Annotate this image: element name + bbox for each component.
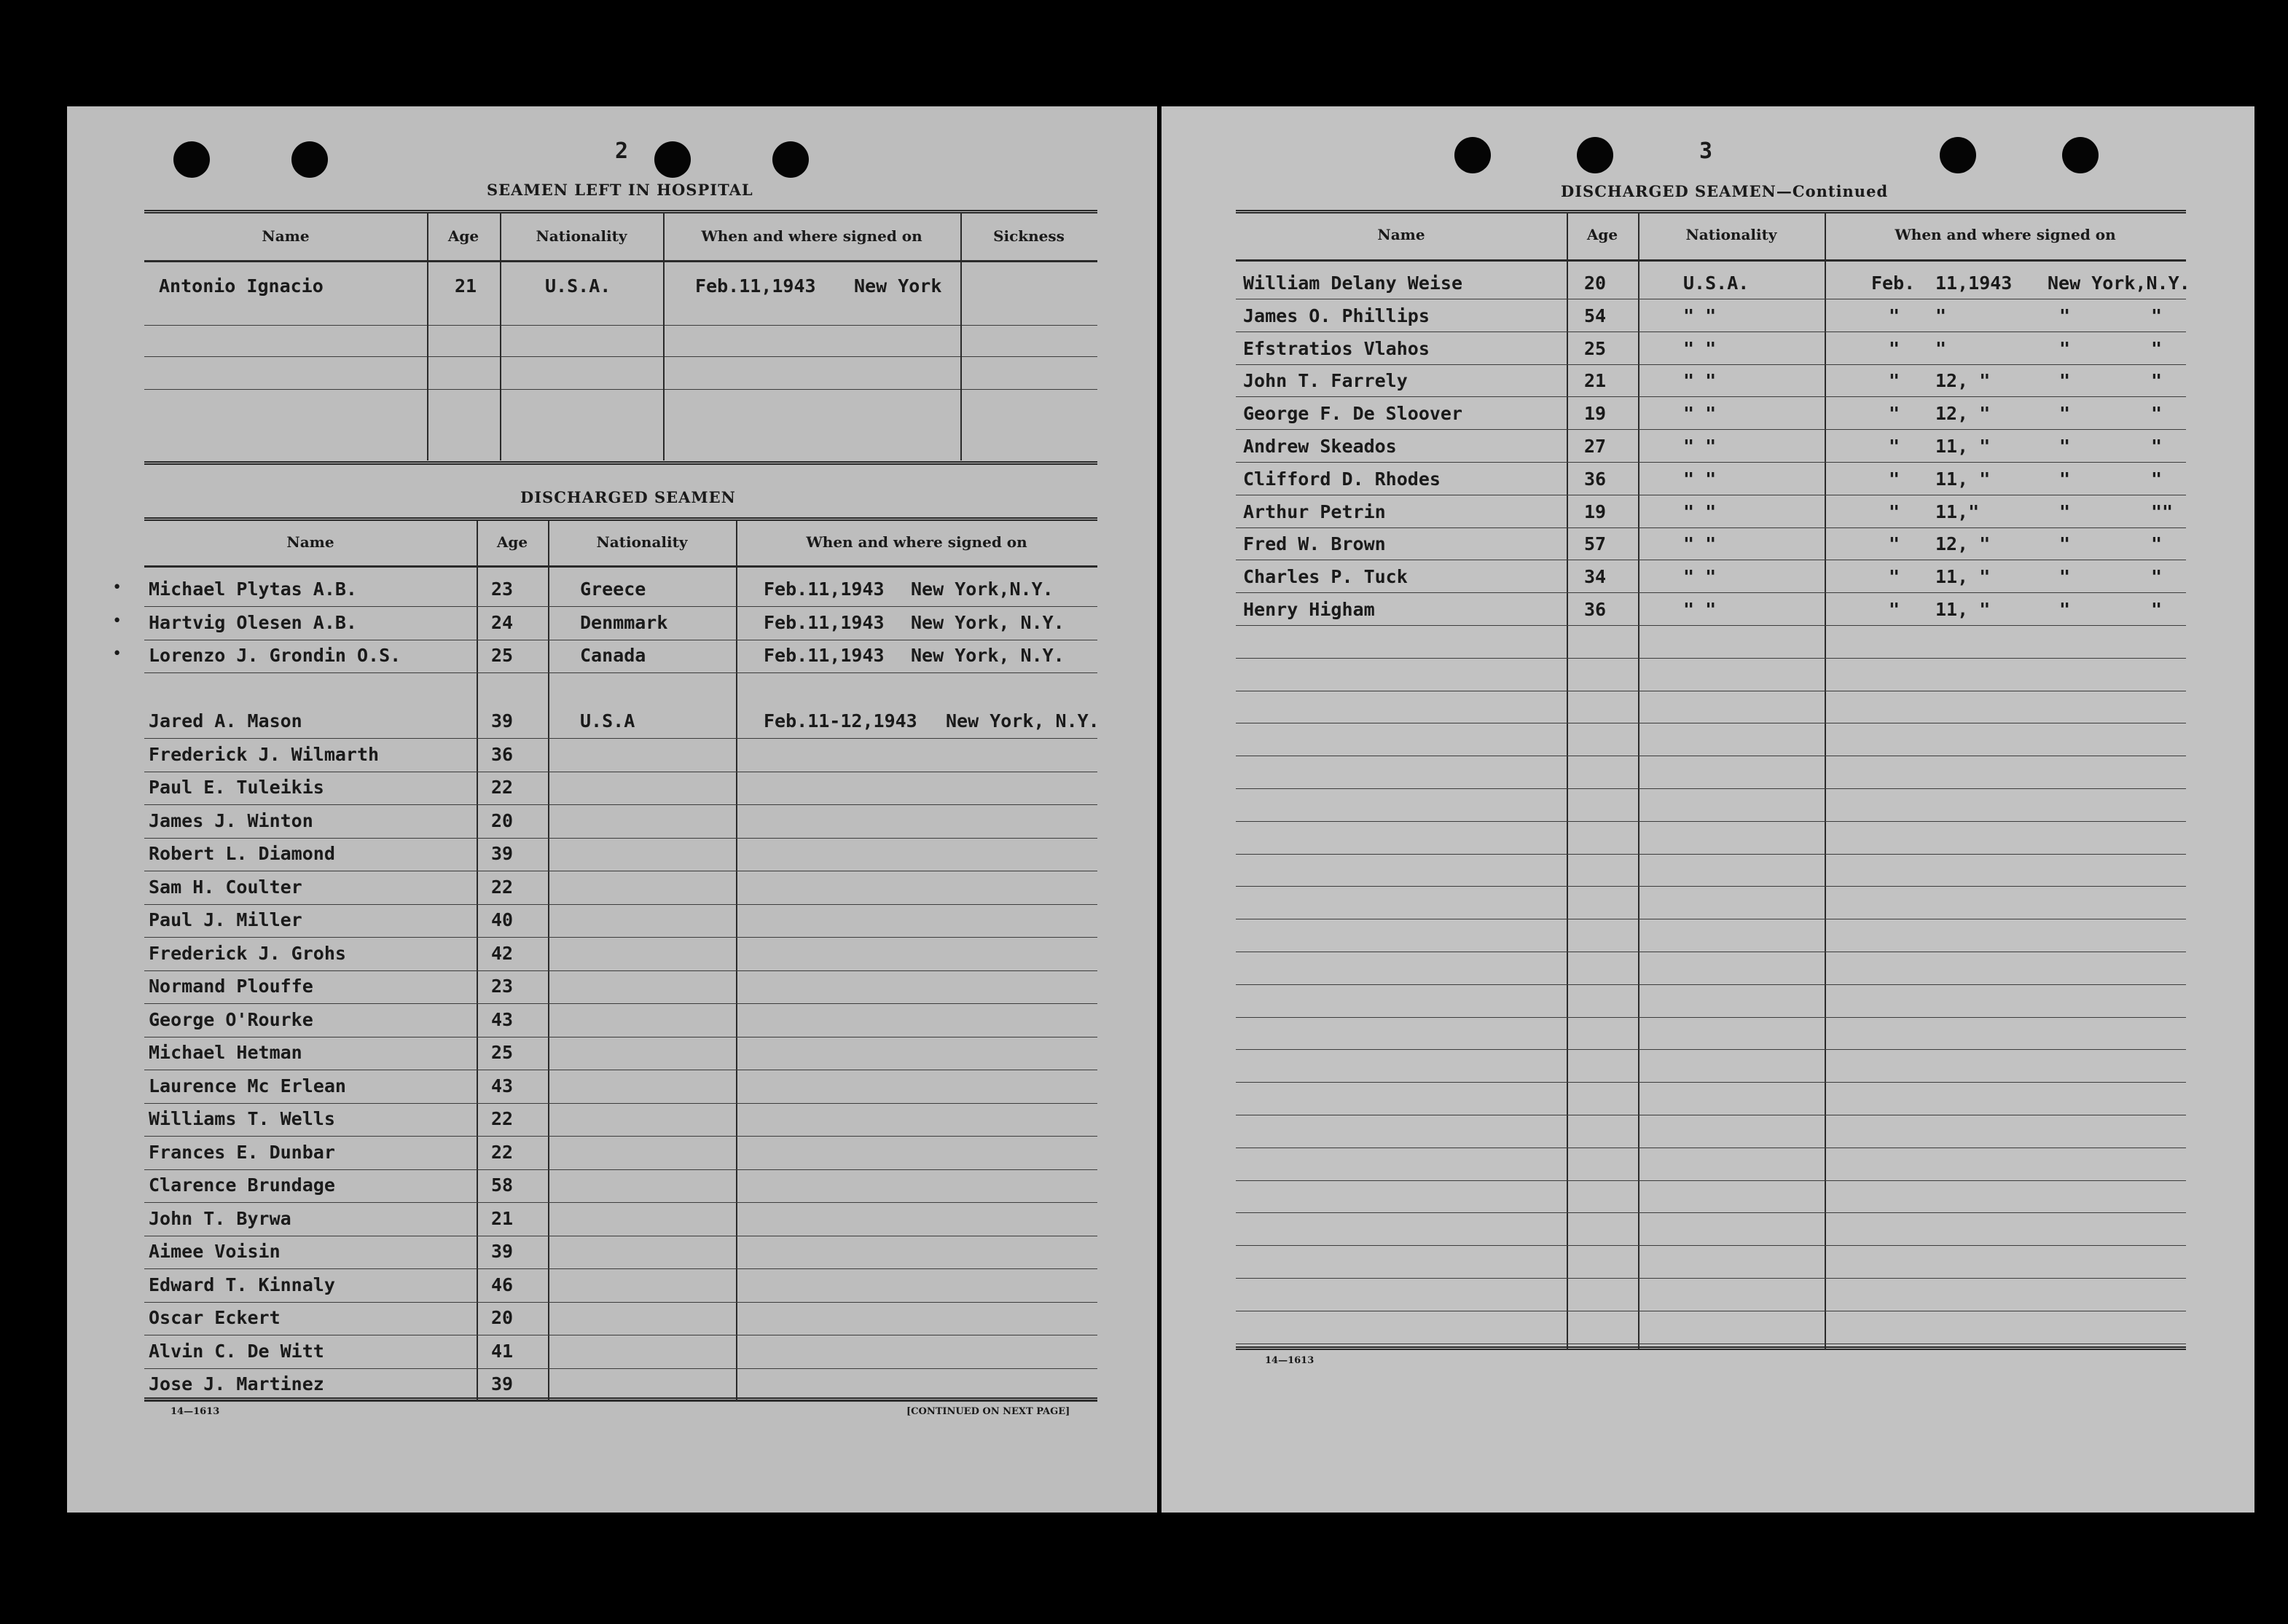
signed-city: " <box>2059 599 2071 620</box>
col-header-age: Age <box>496 533 528 551</box>
row-rule <box>1236 1049 2186 1050</box>
row-rule <box>1236 658 2186 659</box>
form-number: 14—1613 <box>1265 1355 1315 1366</box>
signed-state: " <box>2151 436 2163 457</box>
left-page <box>67 106 1157 1513</box>
seaman-nationality: " " <box>1683 468 1717 490</box>
signed-state: " <box>2151 403 2163 425</box>
seaman-nationality: U.S.A <box>580 710 635 731</box>
seaman-nationality: U.S.A. <box>1683 272 1750 294</box>
continued-note: [CONTINUED ON NEXT PAGE] <box>906 1406 1070 1417</box>
seaman-name: Lorenzo J. Grondin O.S. <box>149 645 401 666</box>
form-number: 14—1613 <box>171 1406 220 1417</box>
row-rule <box>144 1136 1097 1137</box>
col-header-sickness: Sickness <box>993 227 1065 245</box>
col-divider <box>960 213 962 460</box>
row-rule <box>1236 1212 2186 1213</box>
punch-hole <box>1577 137 1613 173</box>
seaman-name: Sam H. Coulter <box>149 876 302 898</box>
punch-hole <box>2062 137 2099 173</box>
seaman-age: 19 <box>1584 403 1607 425</box>
seaman-name: Michael Hetman <box>149 1042 302 1063</box>
col-divider <box>663 213 665 460</box>
seaman-age: 36 <box>1584 468 1607 490</box>
hospital-date: Feb.11,1943 <box>695 275 816 297</box>
row-rule <box>1236 1082 2186 1083</box>
seaman-nationality: Greece <box>580 578 646 600</box>
row-rule <box>1236 1245 2186 1246</box>
seaman-age: 57 <box>1584 533 1607 555</box>
row-rule <box>1236 821 2186 822</box>
signed-month: " <box>1889 305 1900 326</box>
signed-month: " <box>1889 370 1900 392</box>
punch-hole <box>772 141 809 178</box>
signed-state: " <box>2151 337 2163 359</box>
row-rule <box>144 970 1097 971</box>
col-divider <box>1567 213 1568 1349</box>
row-rule <box>144 804 1097 805</box>
seaman-age: 54 <box>1584 305 1607 326</box>
signed-day: 11, " <box>1935 566 1991 588</box>
seaman-name: Frederick J. Grohs <box>149 942 346 964</box>
signed-day: 11, " <box>1935 436 1991 457</box>
seaman-age: 46 <box>491 1274 514 1295</box>
signed-day: 11," <box>1935 501 1980 522</box>
seaman-signed-place: New York, N.Y. <box>946 710 1100 731</box>
seaman-nationality: " " <box>1683 337 1717 359</box>
signed-state: " <box>2151 533 2163 555</box>
seaman-name: William Delany Weise <box>1243 272 1463 294</box>
col-divider <box>500 213 501 460</box>
signed-day: " <box>1935 305 1947 326</box>
seaman-nationality: " " <box>1683 305 1717 326</box>
seaman-name: Jared A. Mason <box>149 710 302 731</box>
seaman-name: Aimee Voisin <box>149 1241 281 1262</box>
signed-city: " <box>2059 305 2071 326</box>
seaman-age: 43 <box>491 1075 514 1097</box>
row-rule <box>144 606 1097 607</box>
seaman-nationality: Denmmark <box>580 611 668 633</box>
col-divider <box>477 520 478 1402</box>
col-divider <box>427 213 428 460</box>
seaman-name: Efstratios Vlahos <box>1243 337 1430 359</box>
col-divider <box>1638 213 1639 1349</box>
seaman-age: 39 <box>491 1373 514 1394</box>
seaman-age: 22 <box>491 1141 514 1163</box>
seaman-nationality: Canada <box>580 645 646 666</box>
row-rule <box>1236 788 2186 789</box>
col-header-age: Age <box>447 227 479 245</box>
row-bullet: • <box>112 645 122 663</box>
rule <box>144 565 1097 568</box>
seaman-name: Jose J. Martinez <box>149 1373 324 1394</box>
rule <box>1236 259 2186 262</box>
seaman-name: James J. Winton <box>149 809 313 831</box>
seaman-age: 23 <box>491 578 514 600</box>
row-rule <box>1236 429 2186 430</box>
col-header-signed-on: When and where signed on <box>806 533 1027 551</box>
row-bullet: • <box>112 611 122 630</box>
seaman-name: Paul E. Tuleikis <box>149 777 324 798</box>
signed-day: 12, " <box>1935 533 1991 555</box>
seaman-name: Michael Plytas A.B. <box>149 578 357 600</box>
seaman-age: 39 <box>491 843 514 864</box>
row-rule <box>144 1103 1097 1104</box>
col-header-name: Name <box>262 227 310 245</box>
row-rule <box>144 1268 1097 1269</box>
seaman-signed-date: Feb.11,1943 <box>764 578 885 600</box>
seaman-age: 24 <box>491 611 514 633</box>
rule <box>144 389 1097 390</box>
row-rule <box>1236 984 2186 985</box>
signed-day: " <box>1935 337 1947 359</box>
signed-city: New York,N.Y. <box>2048 272 2190 294</box>
row-rule <box>1236 527 2186 528</box>
seaman-name: Fred W. Brown <box>1243 533 1386 555</box>
col-divider <box>736 520 737 1402</box>
signed-city: " <box>2059 403 2071 425</box>
seaman-name: Frances E. Dunbar <box>149 1141 335 1163</box>
col-header-nationality: Nationality <box>536 227 627 245</box>
seaman-name: James O. Phillips <box>1243 305 1430 326</box>
row-rule <box>1236 592 2186 593</box>
seaman-age: 20 <box>491 809 514 831</box>
seaman-age: 42 <box>491 942 514 964</box>
page-number: 2 <box>615 138 629 164</box>
seaman-age: 23 <box>491 976 514 997</box>
signed-month: " <box>1889 468 1900 490</box>
seaman-signed-date: Feb.11-12,1943 <box>764 710 917 731</box>
seaman-name: Robert L. Diamond <box>149 843 335 864</box>
signed-state: " <box>2151 599 2163 620</box>
signed-day: 11, " <box>1935 468 1991 490</box>
hospital-place: New York <box>854 275 942 297</box>
seaman-nationality: " " <box>1683 599 1717 620</box>
seaman-age: 22 <box>491 876 514 898</box>
hospital-nationality: U.S.A. <box>545 275 611 297</box>
col-header-name: Name <box>1377 226 1425 243</box>
row-rule <box>1236 396 2186 397</box>
row-rule <box>144 1202 1097 1203</box>
seaman-name: Charles P. Tuck <box>1243 566 1408 588</box>
row-rule <box>1236 364 2186 365</box>
seaman-age: 43 <box>491 1008 514 1030</box>
signed-city: " <box>2059 533 2071 555</box>
seaman-age: 25 <box>491 645 514 666</box>
discharged-title: DISCHARGED SEAMEN <box>520 488 736 506</box>
seaman-age: 36 <box>1584 599 1607 620</box>
row-rule <box>144 672 1097 673</box>
signed-day: 12, " <box>1935 403 1991 425</box>
punch-hole <box>1940 137 1976 173</box>
seaman-age: 36 <box>491 743 514 765</box>
row-bullet: • <box>112 578 122 597</box>
punch-hole <box>1454 137 1491 173</box>
signed-day: 11, " <box>1935 599 1991 620</box>
col-header-nationality: Nationality <box>596 533 688 551</box>
seaman-name: John T. Farrely <box>1243 370 1408 392</box>
signed-state: "" <box>2151 501 2174 522</box>
seaman-age: 22 <box>491 1108 514 1129</box>
col-header-nationality: Nationality <box>1685 226 1777 243</box>
signed-month: " <box>1889 337 1900 359</box>
row-rule <box>1236 1017 2186 1018</box>
seaman-age: 34 <box>1584 566 1607 588</box>
signed-city: " <box>2059 337 2071 359</box>
signed-month: " <box>1889 436 1900 457</box>
rule <box>144 517 1097 522</box>
seaman-nationality: " " <box>1683 436 1717 457</box>
signed-city: " <box>2059 566 2071 588</box>
signed-month: " <box>1889 533 1900 555</box>
seaman-name: Paul J. Miller <box>149 909 302 930</box>
signed-month: " <box>1889 566 1900 588</box>
seaman-name: Edward T. Kinnaly <box>149 1274 335 1295</box>
row-rule <box>1236 1343 2186 1344</box>
row-rule <box>1236 462 2186 463</box>
seaman-name: John T. Byrwa <box>149 1207 291 1229</box>
seaman-name: Clifford D. Rhodes <box>1243 468 1441 490</box>
seaman-name: George F. De Sloover <box>1243 403 1463 425</box>
signed-city: " <box>2059 370 2071 392</box>
rule <box>144 325 1097 326</box>
rule <box>144 356 1097 357</box>
seaman-nationality: " " <box>1683 533 1717 555</box>
seaman-signed-date: Feb.11,1943 <box>764 611 885 633</box>
col-header-signed-on: When and where signed on <box>1895 226 2116 243</box>
signed-city: " <box>2059 501 2071 522</box>
rule <box>144 461 1097 466</box>
seaman-nationality: " " <box>1683 370 1717 392</box>
row-rule <box>144 937 1097 938</box>
rule <box>144 1397 1097 1403</box>
seaman-name: Williams T. Wells <box>149 1108 335 1129</box>
signed-day: 12, " <box>1935 370 1991 392</box>
row-rule <box>144 838 1097 839</box>
seaman-nationality: " " <box>1683 566 1717 588</box>
right-page <box>1161 106 2254 1513</box>
row-rule <box>1236 886 2186 887</box>
seaman-age: 58 <box>491 1174 514 1196</box>
seaman-age: 20 <box>491 1307 514 1328</box>
seaman-nationality: " " <box>1683 501 1717 522</box>
punch-hole <box>654 141 691 178</box>
seaman-age: 21 <box>491 1207 514 1229</box>
col-header-age: Age <box>1586 226 1618 243</box>
seaman-age: 27 <box>1584 436 1607 457</box>
row-rule <box>144 1368 1097 1369</box>
col-divider <box>1825 213 1826 1349</box>
col-header-name: Name <box>286 533 334 551</box>
seaman-signed-place: New York,N.Y. <box>911 578 1054 600</box>
page-number: 3 <box>1699 138 1713 164</box>
signed-month: " <box>1889 599 1900 620</box>
col-header-signed-on: When and where signed on <box>701 227 922 245</box>
seaman-age: 22 <box>491 777 514 798</box>
seaman-age: 41 <box>491 1340 514 1362</box>
signed-day: 11,1943 <box>1935 272 2013 294</box>
seaman-name: Oscar Eckert <box>149 1307 281 1328</box>
signed-state: " <box>2151 305 2163 326</box>
row-rule <box>144 1003 1097 1004</box>
seaman-name: Arthur Petrin <box>1243 501 1386 522</box>
col-divider <box>548 520 549 1402</box>
seaman-age: 25 <box>1584 337 1607 359</box>
punch-hole <box>291 141 328 178</box>
row-rule <box>144 904 1097 905</box>
rule <box>144 210 1097 215</box>
seaman-signed-place: New York, N.Y. <box>911 645 1065 666</box>
seaman-name: Laurence Mc Erlean <box>149 1075 346 1097</box>
row-rule <box>1236 854 2186 855</box>
punch-hole <box>173 141 210 178</box>
row-rule <box>144 1169 1097 1170</box>
signed-state: " <box>2151 566 2163 588</box>
seaman-nationality: " " <box>1683 403 1717 425</box>
seaman-name: Henry Higham <box>1243 599 1375 620</box>
seaman-age: 39 <box>491 710 514 731</box>
row-rule <box>144 1302 1097 1303</box>
signed-city: " <box>2059 468 2071 490</box>
seaman-age: 25 <box>491 1042 514 1063</box>
row-rule <box>1236 1278 2186 1279</box>
row-rule <box>1236 625 2186 626</box>
seaman-name: Andrew Skeados <box>1243 436 1397 457</box>
hospital-title: SEAMEN LEFT IN HOSPITAL <box>487 181 753 199</box>
signed-month: Feb. <box>1871 272 1916 294</box>
rule <box>1236 210 2186 215</box>
rule <box>144 260 1097 262</box>
row-rule <box>1236 1180 2186 1181</box>
signed-state: " <box>2151 370 2163 392</box>
rule <box>1236 1346 2186 1352</box>
seaman-name: Alvin C. De Witt <box>149 1340 324 1362</box>
seaman-name: Normand Plouffe <box>149 976 313 997</box>
signed-state: " <box>2151 468 2163 490</box>
hospital-age: 21 <box>455 275 477 297</box>
seaman-age: 40 <box>491 909 514 930</box>
seaman-name: Clarence Brundage <box>149 1174 335 1196</box>
seaman-name: George O'Rourke <box>149 1008 313 1030</box>
seaman-age: 20 <box>1584 272 1607 294</box>
row-rule <box>144 738 1097 739</box>
seaman-age: 39 <box>491 1241 514 1262</box>
seaman-name: Frederick J. Wilmarth <box>149 743 380 765</box>
signed-month: " <box>1889 403 1900 425</box>
signed-city: " <box>2059 436 2071 457</box>
seaman-age: 21 <box>1584 370 1607 392</box>
seaman-age: 19 <box>1584 501 1607 522</box>
signed-month: " <box>1889 501 1900 522</box>
seaman-signed-place: New York, N.Y. <box>911 611 1065 633</box>
seaman-signed-date: Feb.11,1943 <box>764 645 885 666</box>
hospital-name: Antonio Ignacio <box>159 275 324 297</box>
seaman-name: Hartvig Olesen A.B. <box>149 611 357 633</box>
discharged-continued-title: DISCHARGED SEAMEN—Continued <box>1561 182 1889 200</box>
